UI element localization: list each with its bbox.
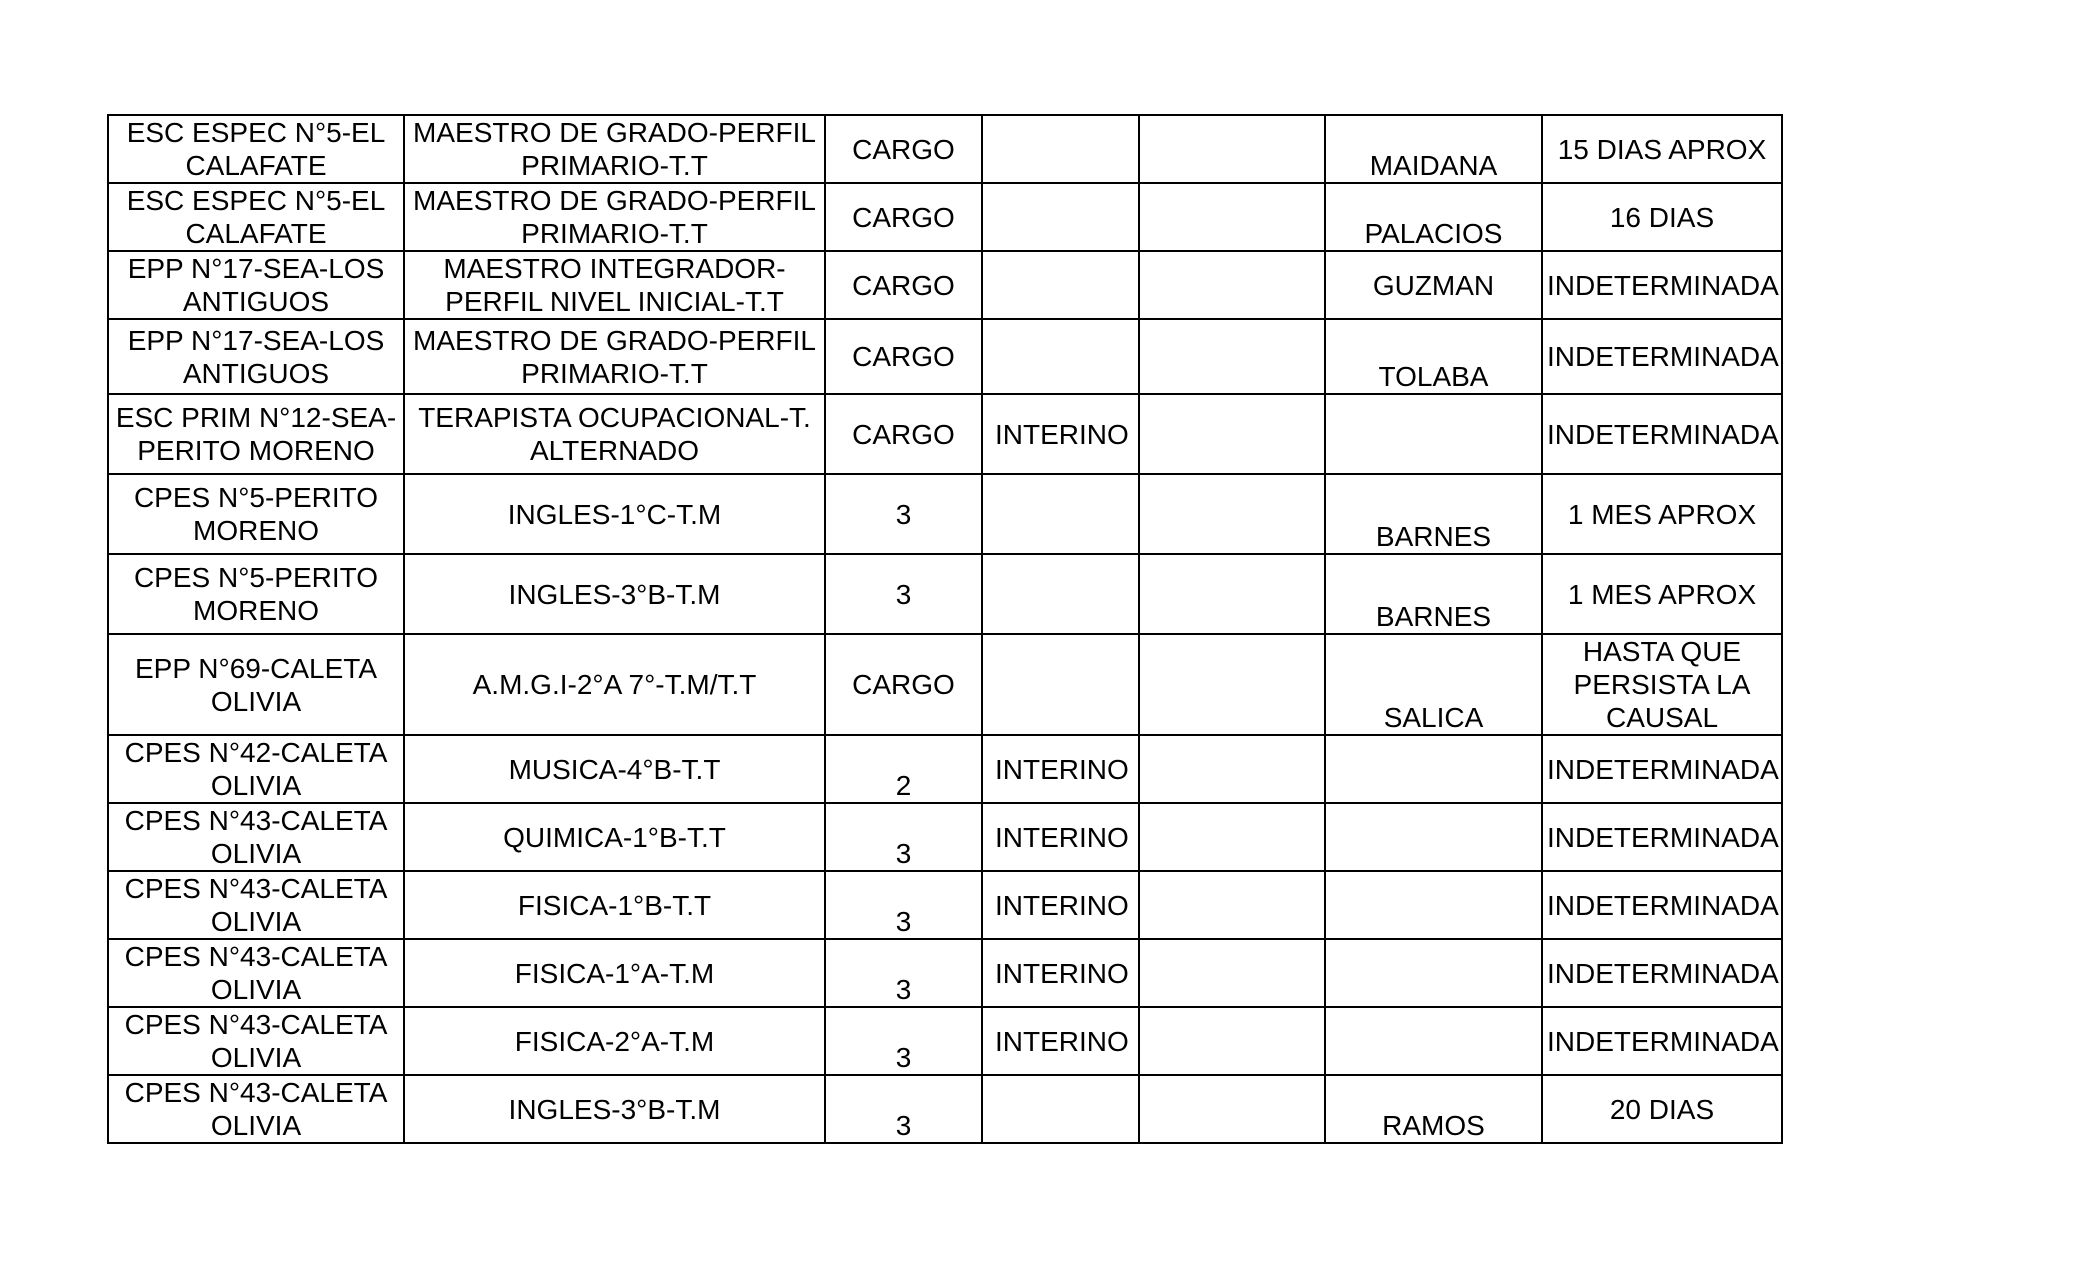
- status-text: INTERINO: [995, 753, 1129, 785]
- status-cell: [982, 939, 1139, 1007]
- position-cell: [404, 735, 825, 803]
- name-cell: [1325, 1007, 1542, 1075]
- status-cell: [982, 474, 1139, 554]
- school-cell: [108, 735, 404, 803]
- name-cell: [1325, 871, 1542, 939]
- duration-text: INDETERMINADA: [1547, 753, 1779, 785]
- school-text: CPES N°42-CALETA OLIVIA: [124, 737, 388, 801]
- extra-cell: [1139, 871, 1325, 939]
- status-text: INTERINO: [995, 1025, 1129, 1057]
- name-text: SALICA: [1383, 702, 1484, 733]
- table-row: [108, 251, 1782, 319]
- duration-cell: [1542, 634, 1782, 735]
- hours-cell: [825, 319, 982, 394]
- table-row: [108, 474, 1782, 554]
- school-text: CPES N°43-CALETA OLIVIA: [124, 805, 388, 869]
- duration-cell: [1542, 554, 1782, 634]
- duration-text: INDETERMINADA: [1547, 418, 1779, 450]
- table-row: [108, 871, 1782, 939]
- school-text: CPES N°43-CALETA OLIVIA: [124, 941, 388, 1005]
- hours-cell: [825, 871, 982, 939]
- position-cell: [404, 251, 825, 319]
- position-cell: [404, 871, 825, 939]
- school-cell: [108, 554, 404, 634]
- school-cell: [108, 251, 404, 319]
- hours-cell: [825, 554, 982, 634]
- duration-text: INDETERMINADA: [1547, 821, 1779, 853]
- position-text: MAESTRO DE GRADO-PERFIL PRIMARIO-T.T: [413, 185, 816, 249]
- extra-cell: [1139, 803, 1325, 871]
- extra-cell: [1139, 474, 1325, 554]
- duration-text: HASTA QUE PERSISTA LA CAUSAL: [1573, 636, 1751, 733]
- status-cell: [982, 251, 1139, 319]
- duration-text: INDETERMINADA: [1547, 889, 1779, 921]
- school-text: CPES N°5-PERITO MORENO: [133, 562, 379, 626]
- school-cell: [108, 394, 404, 474]
- duration-cell: [1542, 1075, 1782, 1143]
- duration-cell: [1542, 115, 1782, 183]
- hours-text: CARGO: [852, 269, 955, 301]
- name-cell: [1325, 394, 1542, 474]
- school-text: ESC PRIM N°12-SEA-PERITO MORENO: [115, 402, 397, 466]
- duration-text: 1 MES APROX: [1567, 498, 1757, 530]
- duration-cell: [1542, 183, 1782, 251]
- extra-cell: [1139, 634, 1325, 735]
- name-text: GUZMAN: [1372, 269, 1495, 301]
- status-cell: [982, 1075, 1139, 1143]
- hours-cell: [825, 1075, 982, 1143]
- table-row: [108, 1007, 1782, 1075]
- table-body: [108, 115, 1782, 1143]
- table-row: [108, 319, 1782, 394]
- position-text: INGLES-1°C-T.M: [507, 498, 722, 530]
- table-row: [108, 939, 1782, 1007]
- school-text: CPES N°43-CALETA OLIVIA: [124, 873, 388, 937]
- school-cell: [108, 115, 404, 183]
- position-text: FISICA-1°B-T.T: [517, 889, 712, 921]
- status-cell: [982, 871, 1139, 939]
- hours-text: 3: [895, 838, 912, 869]
- name-cell: [1325, 634, 1542, 735]
- hours-cell: [825, 183, 982, 251]
- hours-text: 3: [895, 578, 912, 610]
- position-text: FISICA-1°A-T.M: [514, 957, 715, 989]
- school-cell: [108, 803, 404, 871]
- position-cell: [404, 634, 825, 735]
- status-cell: [982, 735, 1139, 803]
- table-row: [108, 634, 1782, 735]
- name-text: RAMOS: [1382, 1110, 1485, 1141]
- duration-cell: [1542, 319, 1782, 394]
- hours-text: 3: [895, 498, 912, 530]
- extra-cell: [1139, 1075, 1325, 1143]
- extra-cell: [1139, 115, 1325, 183]
- status-text: INTERINO: [995, 889, 1129, 921]
- position-text: MAESTRO DE GRADO-PERFIL PRIMARIO-T.T: [413, 117, 816, 181]
- hours-text: CARGO: [852, 418, 955, 450]
- hours-text: 3: [895, 1042, 912, 1073]
- duration-text: INDETERMINADA: [1547, 269, 1779, 301]
- school-cell: [108, 319, 404, 394]
- extra-cell: [1139, 319, 1325, 394]
- vacancies-table: [107, 114, 1783, 1144]
- table-row: [108, 554, 1782, 634]
- status-text: INTERINO: [995, 821, 1129, 853]
- hours-cell: [825, 251, 982, 319]
- position-cell: [404, 474, 825, 554]
- school-cell: [108, 871, 404, 939]
- position-cell: [404, 1007, 825, 1075]
- name-cell: [1325, 554, 1542, 634]
- hours-text: 3: [895, 974, 912, 1005]
- name-cell: [1325, 319, 1542, 394]
- school-text: EPP N°17-SEA-LOS ANTIGUOS: [127, 324, 385, 389]
- duration-cell: [1542, 735, 1782, 803]
- status-cell: [982, 634, 1139, 735]
- extra-cell: [1139, 939, 1325, 1007]
- status-text: INTERINO: [995, 418, 1129, 450]
- school-text: CPES N°43-CALETA OLIVIA: [124, 1077, 388, 1141]
- status-cell: [982, 394, 1139, 474]
- hours-cell: [825, 115, 982, 183]
- hours-text: 3: [895, 1110, 912, 1141]
- name-cell: [1325, 803, 1542, 871]
- hours-cell: [825, 735, 982, 803]
- duration-cell: [1542, 803, 1782, 871]
- name-cell: [1325, 251, 1542, 319]
- position-text: A.M.G.I-2°A 7°-T.M/T.T: [472, 669, 757, 700]
- position-text: INGLES-3°B-T.M: [508, 1093, 721, 1125]
- status-cell: [982, 183, 1139, 251]
- duration-text: 16 DIAS: [1609, 201, 1715, 233]
- hours-cell: [825, 634, 982, 735]
- extra-cell: [1139, 1007, 1325, 1075]
- position-text: QUIMICA-1°B-T.T: [503, 821, 726, 853]
- duration-text: INDETERMINADA: [1547, 957, 1779, 989]
- duration-text: INDETERMINADA: [1547, 341, 1779, 372]
- duration-text: 20 DIAS: [1609, 1093, 1715, 1125]
- status-cell: [982, 115, 1139, 183]
- hours-cell: [825, 394, 982, 474]
- table-row: [108, 115, 1782, 183]
- hours-cell: [825, 803, 982, 871]
- name-text: TOLABA: [1378, 361, 1489, 392]
- duration-cell: [1542, 474, 1782, 554]
- duration-cell: [1542, 871, 1782, 939]
- position-text: MUSICA-4°B-T.T: [508, 753, 721, 785]
- hours-text: CARGO: [852, 341, 955, 372]
- table-row: [108, 394, 1782, 474]
- school-text: CPES N°43-CALETA OLIVIA: [124, 1009, 388, 1073]
- status-cell: [982, 554, 1139, 634]
- position-cell: [404, 1075, 825, 1143]
- duration-cell: [1542, 1007, 1782, 1075]
- school-cell: [108, 474, 404, 554]
- school-cell: [108, 939, 404, 1007]
- position-text: MAESTRO DE GRADO-PERFIL PRIMARIO-T.T: [413, 324, 816, 389]
- duration-text: 1 MES APROX: [1567, 578, 1757, 610]
- school-cell: [108, 1075, 404, 1143]
- duration-cell: [1542, 939, 1782, 1007]
- extra-cell: [1139, 251, 1325, 319]
- hours-text: CARGO: [852, 669, 955, 700]
- status-cell: [982, 319, 1139, 394]
- name-cell: [1325, 474, 1542, 554]
- name-cell: [1325, 939, 1542, 1007]
- name-cell: [1325, 735, 1542, 803]
- name-text: PALACIOS: [1364, 218, 1503, 249]
- status-cell: [982, 803, 1139, 871]
- hours-cell: [825, 939, 982, 1007]
- name-cell: [1325, 115, 1542, 183]
- duration-cell: [1542, 251, 1782, 319]
- name-text: BARNES: [1375, 521, 1492, 552]
- duration-cell: [1542, 394, 1782, 474]
- position-cell: [404, 183, 825, 251]
- extra-cell: [1139, 735, 1325, 803]
- duration-text: 15 DIAS APROX: [1557, 133, 1767, 165]
- position-text: TERAPISTA OCUPACIONAL-T. ALTERNADO: [418, 402, 811, 466]
- hours-text: CARGO: [852, 133, 955, 165]
- hours-cell: [825, 1007, 982, 1075]
- table-row: [108, 1075, 1782, 1143]
- position-cell: [404, 939, 825, 1007]
- school-text: EPP N°69-CALETA OLIVIA: [134, 652, 378, 717]
- school-text: ESC ESPEC N°5-EL CALAFATE: [126, 185, 386, 249]
- hours-text: 2: [895, 770, 912, 801]
- table-row: [108, 735, 1782, 803]
- hours-text: 3: [895, 906, 912, 937]
- hours-cell: [825, 474, 982, 554]
- position-text: MAESTRO INTEGRADOR-PERFIL NIVEL INICIAL-T.T: [443, 253, 786, 317]
- name-text: BARNES: [1375, 601, 1492, 632]
- school-cell: [108, 183, 404, 251]
- name-cell: [1325, 183, 1542, 251]
- position-text: FISICA-2°A-T.M: [514, 1025, 715, 1057]
- school-text: EPP N°17-SEA-LOS ANTIGUOS: [127, 253, 385, 317]
- duration-text: INDETERMINADA: [1547, 1025, 1779, 1057]
- extra-cell: [1139, 394, 1325, 474]
- extra-cell: [1139, 554, 1325, 634]
- position-cell: [404, 319, 825, 394]
- school-cell: [108, 634, 404, 735]
- school-text: ESC ESPEC N°5-EL CALAFATE: [126, 117, 386, 181]
- status-cell: [982, 1007, 1139, 1075]
- position-cell: [404, 115, 825, 183]
- school-text: CPES N°5-PERITO MORENO: [133, 482, 379, 546]
- table-row: [108, 183, 1782, 251]
- position-cell: [404, 803, 825, 871]
- position-text: INGLES-3°B-T.M: [508, 578, 721, 610]
- hours-text: CARGO: [852, 201, 955, 233]
- name-text: MAIDANA: [1369, 150, 1498, 181]
- status-text: INTERINO: [995, 957, 1129, 989]
- table-row: [108, 803, 1782, 871]
- name-cell: [1325, 1075, 1542, 1143]
- position-cell: [404, 394, 825, 474]
- extra-cell: [1139, 183, 1325, 251]
- position-cell: [404, 554, 825, 634]
- school-cell: [108, 1007, 404, 1075]
